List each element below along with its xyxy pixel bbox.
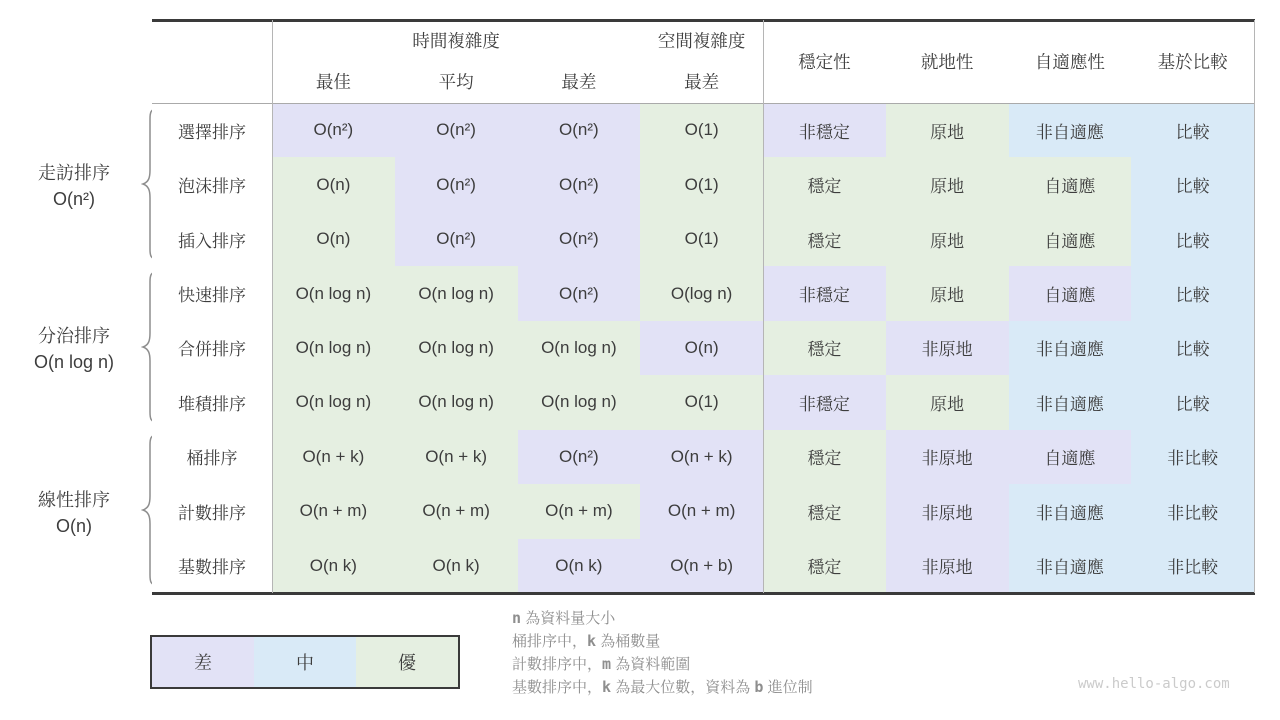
group-label-line1: 走訪排序 <box>38 163 110 183</box>
algorithm-name-cell: 合併排序 <box>152 321 272 375</box>
legend-item: 差 <box>152 637 254 687</box>
group-label-traversal <box>0 160 148 212</box>
footnote-line <box>512 653 813 676</box>
header-stability: 穩定性 <box>798 52 851 72</box>
table-cell: O(n) <box>272 157 395 211</box>
header-space-complexity: 空間複雜度 <box>657 30 746 51</box>
header-adaptability: 自適應性 <box>1034 52 1105 72</box>
table-cell: O(1) <box>640 375 763 429</box>
table-cell: 比較 <box>1131 103 1254 157</box>
table-cell: O(n²) <box>518 157 641 211</box>
variable-symbol: k <box>587 632 597 650</box>
table-cell: O(log n) <box>640 266 763 320</box>
table-body <box>152 103 1254 593</box>
table-cell: O(n + k) <box>395 430 518 484</box>
table-cell: O(1) <box>640 212 763 266</box>
group-label-line2: O(n) <box>56 516 92 536</box>
table-cell: 原地 <box>886 266 1009 320</box>
column-divider <box>1254 20 1255 593</box>
table-cell: 非穩定 <box>763 266 886 320</box>
legend <box>150 635 460 689</box>
table-cell: 非原地 <box>886 484 1009 538</box>
table-cell: 原地 <box>886 375 1009 429</box>
algorithm-name-cell: 基數排序 <box>152 539 272 593</box>
header-best: 最佳 <box>315 72 351 92</box>
header-in-place: 就地性 <box>920 52 974 72</box>
footnote-text: 為桶數量 <box>596 633 661 650</box>
footnote-text: 桶排序中， <box>512 633 588 650</box>
table-cell: 非比較 <box>1131 539 1254 593</box>
variable-symbol: n <box>512 609 522 627</box>
column-divider <box>272 20 273 593</box>
table-cell: 非自適應 <box>1009 484 1132 538</box>
table-cell: 非比較 <box>1131 484 1254 538</box>
table-cell: 非穩定 <box>763 375 886 429</box>
table-cell: 原地 <box>886 157 1009 211</box>
algorithm-name-cell: 計數排序 <box>152 484 272 538</box>
legend-item: 優 <box>356 637 458 687</box>
table-cell: O(n) <box>272 212 395 266</box>
table-header <box>152 20 1254 103</box>
algorithm-name-cell: 堆積排序 <box>152 375 272 429</box>
table-cell: 非自適應 <box>1009 103 1132 157</box>
table-cell: 自適應 <box>1009 266 1132 320</box>
table-cell: 非原地 <box>886 539 1009 593</box>
group-label-line1: 線性排序 <box>38 490 110 510</box>
table-cell: O(1) <box>640 157 763 211</box>
group-label-line2: O(n log n) <box>33 352 115 372</box>
table-cell: O(n²) <box>395 212 518 266</box>
footnote-line <box>512 676 813 699</box>
table-cell: O(n log n) <box>395 321 518 375</box>
table-cell: 穩定 <box>763 539 886 593</box>
header-divider <box>152 103 1255 104</box>
legend-item: 中 <box>254 637 356 687</box>
table-cell: O(n log n) <box>395 375 518 429</box>
table-cell: 穩定 <box>763 321 886 375</box>
header-average: 平均 <box>438 72 474 92</box>
table-cell: 非自適應 <box>1009 539 1132 593</box>
table-cell: O(n log n) <box>518 375 641 429</box>
table-cell: 穩定 <box>763 157 886 211</box>
table-cell: O(n²) <box>395 103 518 157</box>
header-time-complexity: 時間複雜度 <box>412 30 500 51</box>
table-cell: 比較 <box>1131 266 1254 320</box>
footnote-text: 基數排序中， <box>512 679 603 696</box>
table-cell: 自適應 <box>1009 430 1132 484</box>
table-cell: O(n log n) <box>272 375 395 429</box>
table-cell: 非自適應 <box>1009 321 1132 375</box>
group-label-line1: 分治排序 <box>38 326 110 346</box>
table-cell: O(n log n) <box>518 321 641 375</box>
table-cell: O(n²) <box>518 103 641 157</box>
table-cell: 自適應 <box>1009 157 1132 211</box>
table-cell: O(n + m) <box>272 484 395 538</box>
footnote-text: 計數排序中， <box>512 656 603 673</box>
table-cell: 非比較 <box>1131 430 1254 484</box>
footnote-text: 為資料量大小 <box>521 610 616 627</box>
table-cell: O(n²) <box>395 157 518 211</box>
footnote-line <box>512 607 813 630</box>
algorithm-name-cell: 泡沫排序 <box>152 157 272 211</box>
table-cell: O(n + b) <box>640 539 763 593</box>
table-cell: O(n²) <box>518 430 641 484</box>
table-cell: 原地 <box>886 103 1009 157</box>
table-cell: O(n²) <box>518 266 641 320</box>
group-label-linear <box>0 487 148 539</box>
header-spacer <box>152 20 272 103</box>
header-worst: 最差 <box>561 72 597 92</box>
table-cell: O(n log n) <box>272 321 395 375</box>
table-cell: 非穩定 <box>763 103 886 157</box>
variable-symbol: k <box>602 678 612 696</box>
header-comparison-based: 基於比較 <box>1157 52 1228 72</box>
group-label-line2: O(n²) <box>53 189 95 209</box>
algorithm-name-cell: 桶排序 <box>152 430 272 484</box>
footnote-text: 為最大位數，資料為 <box>611 679 755 696</box>
table-cell: O(n²) <box>272 103 395 157</box>
variable-symbol: b <box>754 678 764 696</box>
table-cell: O(n) <box>640 321 763 375</box>
table-cell: 比較 <box>1131 375 1254 429</box>
table-cell: O(n + k) <box>640 430 763 484</box>
algorithm-name-cell: 選擇排序 <box>152 103 272 157</box>
table-cell: O(n²) <box>518 212 641 266</box>
footnotes <box>512 607 813 699</box>
table-cell: O(n + m) <box>395 484 518 538</box>
column-divider <box>763 20 764 593</box>
comparison-table <box>152 20 1254 593</box>
table-cell: O(n log n) <box>395 266 518 320</box>
table-cell: 穩定 <box>763 212 886 266</box>
footnote-text: 進位制 <box>763 679 813 696</box>
algorithm-name-cell: 插入排序 <box>152 212 272 266</box>
group-label-divide-conquer <box>0 323 148 375</box>
table-cell: O(n k) <box>272 539 395 593</box>
variable-symbol: m <box>602 655 612 673</box>
table-cell: O(n k) <box>518 539 641 593</box>
footnote-line <box>512 630 813 653</box>
table-cell: 非原地 <box>886 321 1009 375</box>
table-cell: O(n + m) <box>518 484 641 538</box>
table-cell: O(n log n) <box>272 266 395 320</box>
table-cell: 比較 <box>1131 321 1254 375</box>
table-bottom-border <box>152 592 1255 595</box>
header-space-worst: 最差 <box>684 72 720 92</box>
table-cell: 穩定 <box>763 430 886 484</box>
table-cell: 原地 <box>886 212 1009 266</box>
table-cell: 比較 <box>1131 212 1254 266</box>
table-cell: O(n + k) <box>272 430 395 484</box>
table-top-border <box>152 19 1255 22</box>
table-cell: 非原地 <box>886 430 1009 484</box>
table-cell: 比較 <box>1131 157 1254 211</box>
table-cell: O(n + m) <box>640 484 763 538</box>
watermark: www.hello-algo.com <box>1078 676 1230 692</box>
footnote-text: 為資料範圍 <box>611 656 691 673</box>
algorithm-name-cell: 快速排序 <box>152 266 272 320</box>
table-cell: 非自適應 <box>1009 375 1132 429</box>
table-cell: 穩定 <box>763 484 886 538</box>
table-cell: O(n k) <box>395 539 518 593</box>
table-cell: O(1) <box>640 103 763 157</box>
table-cell: 自適應 <box>1009 212 1132 266</box>
